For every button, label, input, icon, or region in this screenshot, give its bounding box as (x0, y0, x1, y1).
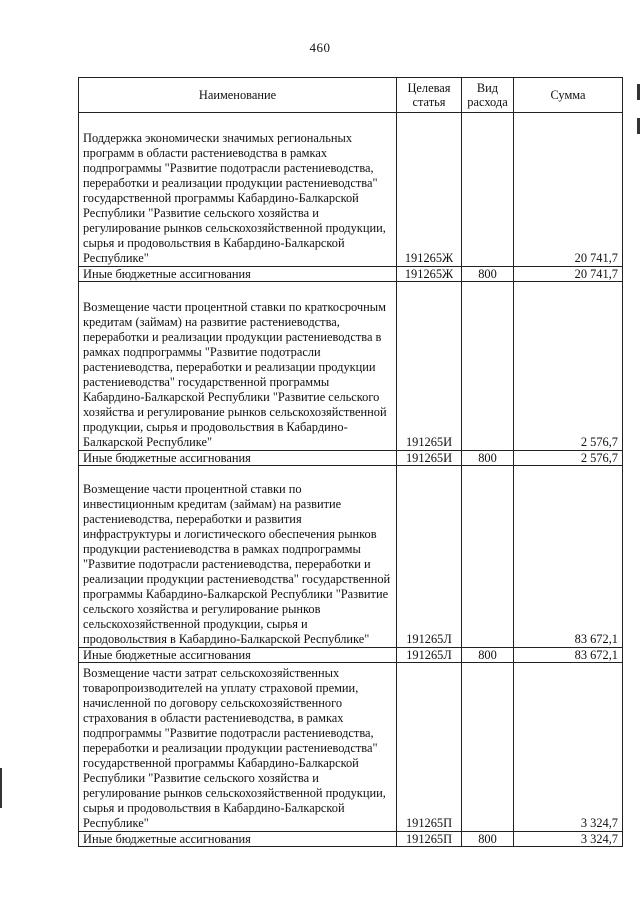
row-name: Иные бюджетные ассигнования (79, 648, 397, 663)
row-expense-type (462, 282, 514, 451)
header-target-article: Целевая статья (397, 78, 462, 113)
row-expense-type: 800 (462, 832, 514, 847)
row-expense-type: 800 (462, 648, 514, 663)
row-sum: 3 324,7 (514, 663, 623, 832)
row-expense-type (462, 466, 514, 648)
table-row (79, 648, 623, 663)
scan-edge-mark (0, 768, 2, 808)
row-name: Возмещение части процентной ставки по краткосрочным кредитам (займам) на развитие растениеводства, переработки и реализации продукции растениеводства в рамках подпрограммы "Развитие подотрасли растениеводства, переработки и реализации продукции растениеводства" государственной программы Кабардино-Балкарской Республики "Развитие сельского хозяйства и регулирование рынков сельскохозяйственной продукции, сырья и продовольствия в Кабардино-Балкарской Республике" (79, 282, 397, 451)
row-target-article: 191265И (397, 282, 462, 451)
row-sum: 83 672,1 (514, 466, 623, 648)
header-sum: Сумма (514, 78, 623, 113)
row-name: Возмещение части затрат сельскохозяйственных товаропроизводителей на уплату страховой премии, начисленной по договору сельскохозяйственного страхования в области растениеводства, в рамках подпрограммы "Развитие подотрасли растениеводства, переработки и реализации продукции растениеводства" государственной программы Кабардино-Балкарской Республики "Развитие сельского хозяйства и регулирование рынков сельскохозяйственной продукции, сырья и продовольствия в Кабардино-Балкарской Республике" (79, 663, 397, 832)
table-row (79, 451, 623, 466)
row-name: Поддержка экономически значимых региональных программ в области растениеводства в рамках подпрограммы "Развитие подотрасли растениеводства, переработки и реализации продукции растениеводства" государственной программы Кабардино-Балкарской Республики "Развитие сельского хозяйства и регулирование рынков сельскохозяйственной продукции, сырья и продовольствия в Кабардино-Балкарской Республике" (79, 113, 397, 267)
table-header-row (79, 78, 623, 113)
row-target-article: 191265Ж (397, 113, 462, 267)
header-expense-type: Вид расхода (462, 78, 514, 113)
row-target-article: 191265Л (397, 466, 462, 648)
table-row (79, 663, 623, 832)
row-sum: 20 741,7 (514, 113, 623, 267)
table-row (79, 832, 623, 847)
row-sum: 83 672,1 (514, 648, 623, 663)
row-expense-type: 800 (462, 451, 514, 466)
row-target-article: 191265Ж (397, 267, 462, 282)
row-name: Возмещение части процентной ставки по инвестиционным кредитам (займам) на развитие растениеводства, переработки и развития инфраструктуры и логистического обеспечения рынков продукции растениеводства в рамках подпрограммы "Развитие подотрасли растениеводства, переработки и реализации продукции растениеводства" государственной программы Кабардино-Балкарской Республики "Развитие сельского хозяйства и регулирование рынков сельскохозяйственной продукции, сырья и продовольствия в Кабардино-Балкарской Республике" (79, 466, 397, 648)
row-expense-type: 800 (462, 267, 514, 282)
header-name: Наименование (79, 78, 397, 113)
table-row (79, 113, 623, 267)
row-target-article: 191265П (397, 832, 462, 847)
row-target-article: 191265И (397, 451, 462, 466)
row-target-article: 191265Л (397, 648, 462, 663)
row-sum: 2 576,7 (514, 451, 623, 466)
row-target-article: 191265П (397, 663, 462, 832)
row-expense-type (462, 663, 514, 832)
row-name: Иные бюджетные ассигнования (79, 832, 397, 847)
row-name: Иные бюджетные ассигнования (79, 451, 397, 466)
table-row (79, 267, 623, 282)
row-sum: 20 741,7 (514, 267, 623, 282)
row-expense-type (462, 113, 514, 267)
table-row (79, 282, 623, 451)
table-row (79, 466, 623, 648)
row-name: Иные бюджетные ассигнования (79, 267, 397, 282)
budget-table (78, 77, 623, 847)
row-sum: 3 324,7 (514, 832, 623, 847)
page-number: 460 (309, 40, 331, 55)
row-sum: 2 576,7 (514, 282, 623, 451)
